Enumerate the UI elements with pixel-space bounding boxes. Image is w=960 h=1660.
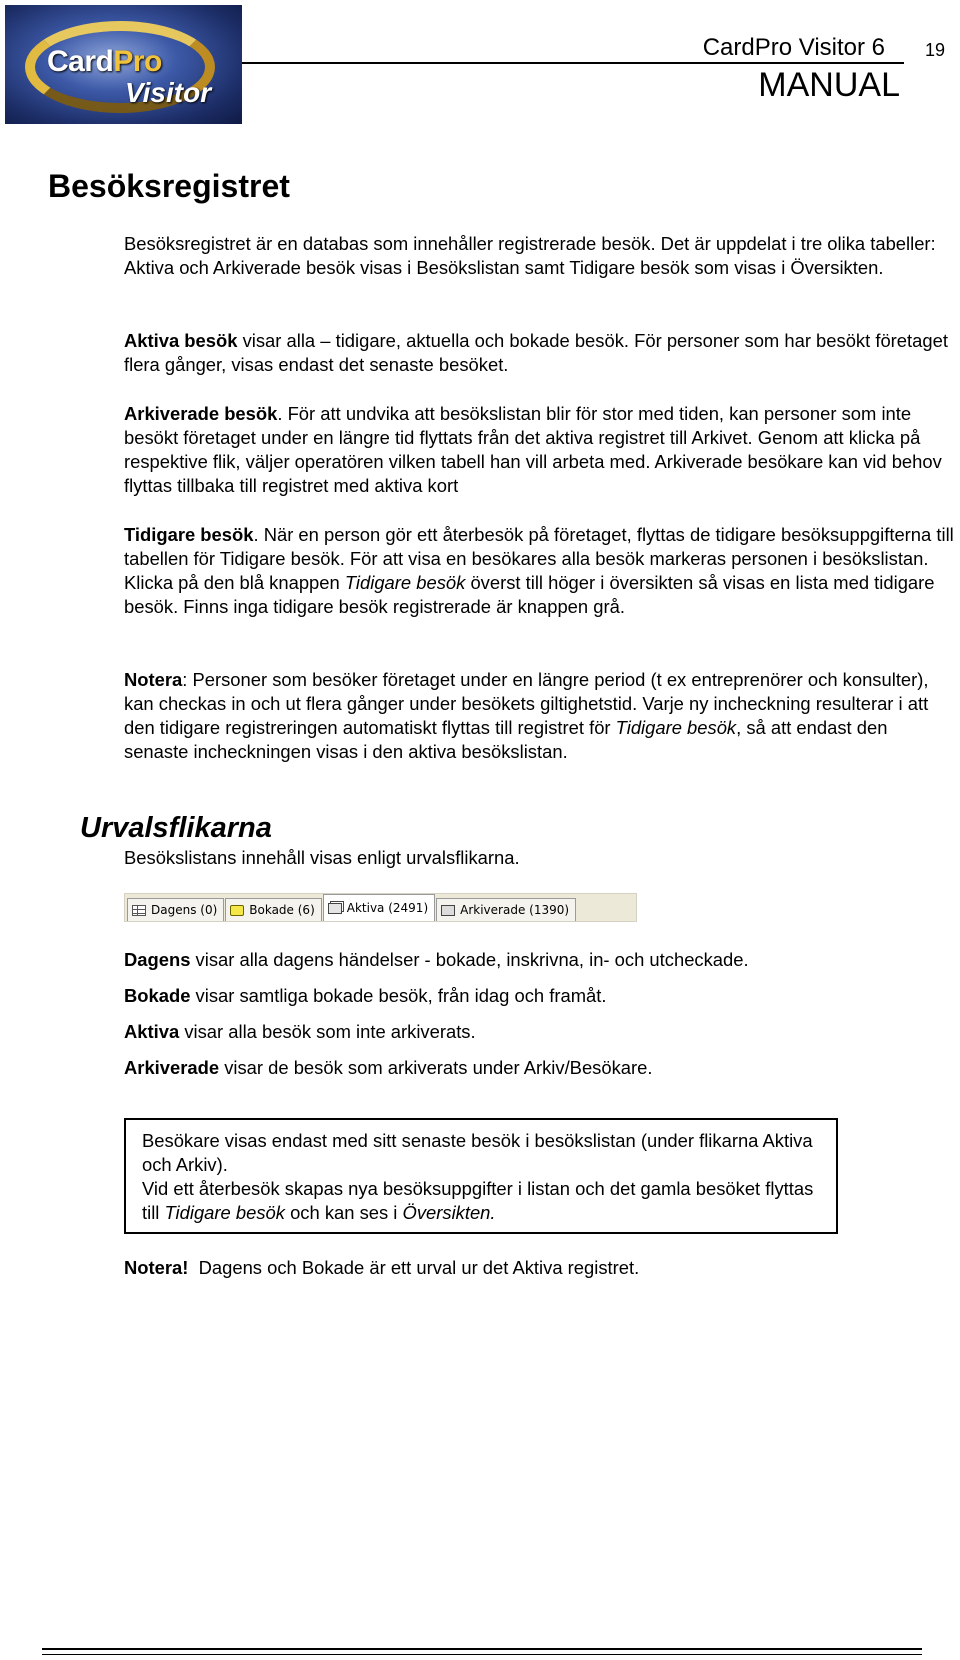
tidigare-label: Tidigare besök (124, 524, 254, 545)
header-manual-label: MANUAL (758, 66, 900, 104)
definition-term: Dagens (124, 949, 191, 970)
yellow-card-icon (230, 905, 244, 916)
notera-text-2: , så att endast den senaste incheckningen visas i den aktiva besökslistan. (124, 717, 888, 762)
page-number: 19 (925, 40, 946, 60)
footer-rule-thick (42, 1648, 922, 1650)
arkiverade-paragraph (124, 402, 954, 498)
definition-term: Aktiva (124, 1021, 180, 1042)
info-box-italic-2: Översikten. (402, 1202, 496, 1223)
logo-card-text (47, 45, 162, 79)
notera-text-1: : Personer som besöker företaget under en längre period (t ex entreprenörer och konsulter), kan checkas in och ut flera gånger under besökets giltighetstid. Varje ny incheckning resulterar i att den tidigare registreringen automatiskt flyttas till registret för (124, 669, 929, 738)
notera-italic: Tidigare besök (615, 717, 737, 738)
info-box-text-a: Vid ett återbesök skapas nya besöksuppgifter i listan och det gamla besöket flyttas till (142, 1178, 814, 1223)
notera-note-label: Notera! (124, 1257, 189, 1278)
header-product-title: CardPro Visitor 6 (702, 34, 885, 61)
info-box-text-b: och kan ses i (284, 1202, 403, 1223)
definition-dagens (124, 948, 954, 972)
tidigare-paragraph (124, 523, 954, 619)
info-box-line-1: Besökare visas endast med sitt senaste besök i besökslistan (under flikarna Aktiva och Arkiv). (142, 1130, 813, 1175)
definition-bokade (124, 984, 954, 1008)
definition-text: visar de besök som arkiverats under Arkiv/Besökare. (219, 1057, 653, 1078)
urval-intro: Besökslistans innehåll visas enligt urvalsflikarna. (124, 847, 520, 868)
definition-term: Arkiverade (124, 1057, 220, 1078)
grid-icon (132, 905, 146, 916)
urval-tab-strip (124, 893, 637, 922)
intro-paragraph: Besöksregistret är en databas som innehåller registrerade besök. Det är uppdelat i tre olika tabeller: Aktiva och Arkiverade besök visas i Besökslistan samt Tidigare besök som visas i Översikten. (124, 233, 936, 278)
tab-arkiverade-label: Arkiverade (1390) (460, 903, 570, 917)
definition-aktiva (124, 1020, 954, 1044)
notera-note (124, 1256, 954, 1280)
notera-label: Notera (124, 669, 183, 690)
notera-note-text: Dagens och Bokade är ett urval ur det Aktiva registret. (188, 1257, 640, 1278)
definition-text: visar samtliga bokade besök, från idag och framåt. (190, 985, 607, 1006)
tab-aktiva[interactable] (323, 894, 435, 921)
aktiva-paragraph (124, 329, 954, 377)
info-box (124, 1118, 838, 1234)
logo-visitor-word: Visitor (125, 77, 212, 108)
tab-aktiva-label: Aktiva (2491) (346, 901, 429, 915)
logo-card-word: Card (47, 45, 114, 78)
tab-dagens-label: Dagens (0) (151, 903, 218, 917)
cardpro-visitor-logo (5, 5, 242, 124)
section-subtitle: Urvalsflikarna (80, 812, 272, 844)
info-box-line-2 (142, 1177, 820, 1225)
definition-term: Bokade (124, 985, 191, 1006)
aktiva-label: Aktiva besök (124, 330, 238, 351)
header-rule (242, 62, 904, 64)
tidigare-text-1: . När en person gör ett återbesök på företaget, flyttas de tidigare besöksuppgifterna till tabellen för Tidigare besök. För att visa en besökares alla besök markeras personen i besökslistan. Klicka på den blå knappen (124, 524, 954, 593)
aktiva-text: visar alla – tidigare, aktuella och bokade besök. För personer som har besökt företaget flera gånger, visas endast det senaste besöket. (124, 330, 948, 375)
tab-bokade[interactable] (225, 898, 321, 921)
tab-arkiverade[interactable] (436, 898, 576, 921)
notera-paragraph (124, 668, 954, 764)
arkiverade-label: Arkiverade besök (124, 403, 278, 424)
info-box-italic-1: Tidigare besök (164, 1202, 285, 1223)
definition-text: visar alla besök som inte arkiverats. (179, 1021, 476, 1042)
tidigare-text-2: överst till höger i översikten så visas en lista med tidigare besök. Finns inga tidigare besök registrerade är knappen grå. (124, 572, 935, 617)
arkiverade-text: . För att undvika att besökslistan blir för stor med tiden, kan personer som inte besökt företaget under en längre tid flyttats från det aktiva registret till Arkivet. Genom att klicka på respektive flik, väljer operatören vilken tabell han vill arbeta med. Arkiverade besökare kan vid behov flyttas tillbaka till registret med aktiva kort (124, 403, 942, 496)
tab-dagens[interactable] (127, 898, 224, 921)
logo-pro-word: Pro (113, 45, 162, 78)
footer-rule-thin (42, 1654, 922, 1655)
definition-arkiverade (124, 1056, 954, 1080)
archive-icon (441, 905, 455, 916)
page-title: Besöksregistret (48, 168, 290, 204)
definition-text: visar alla dagens händelser - bokade, inskrivna, in- och utcheckade. (190, 949, 749, 970)
tab-bokade-label: Bokade (6) (249, 903, 315, 917)
cards-icon (328, 903, 342, 914)
tidigare-italic: Tidigare besök (344, 572, 466, 593)
